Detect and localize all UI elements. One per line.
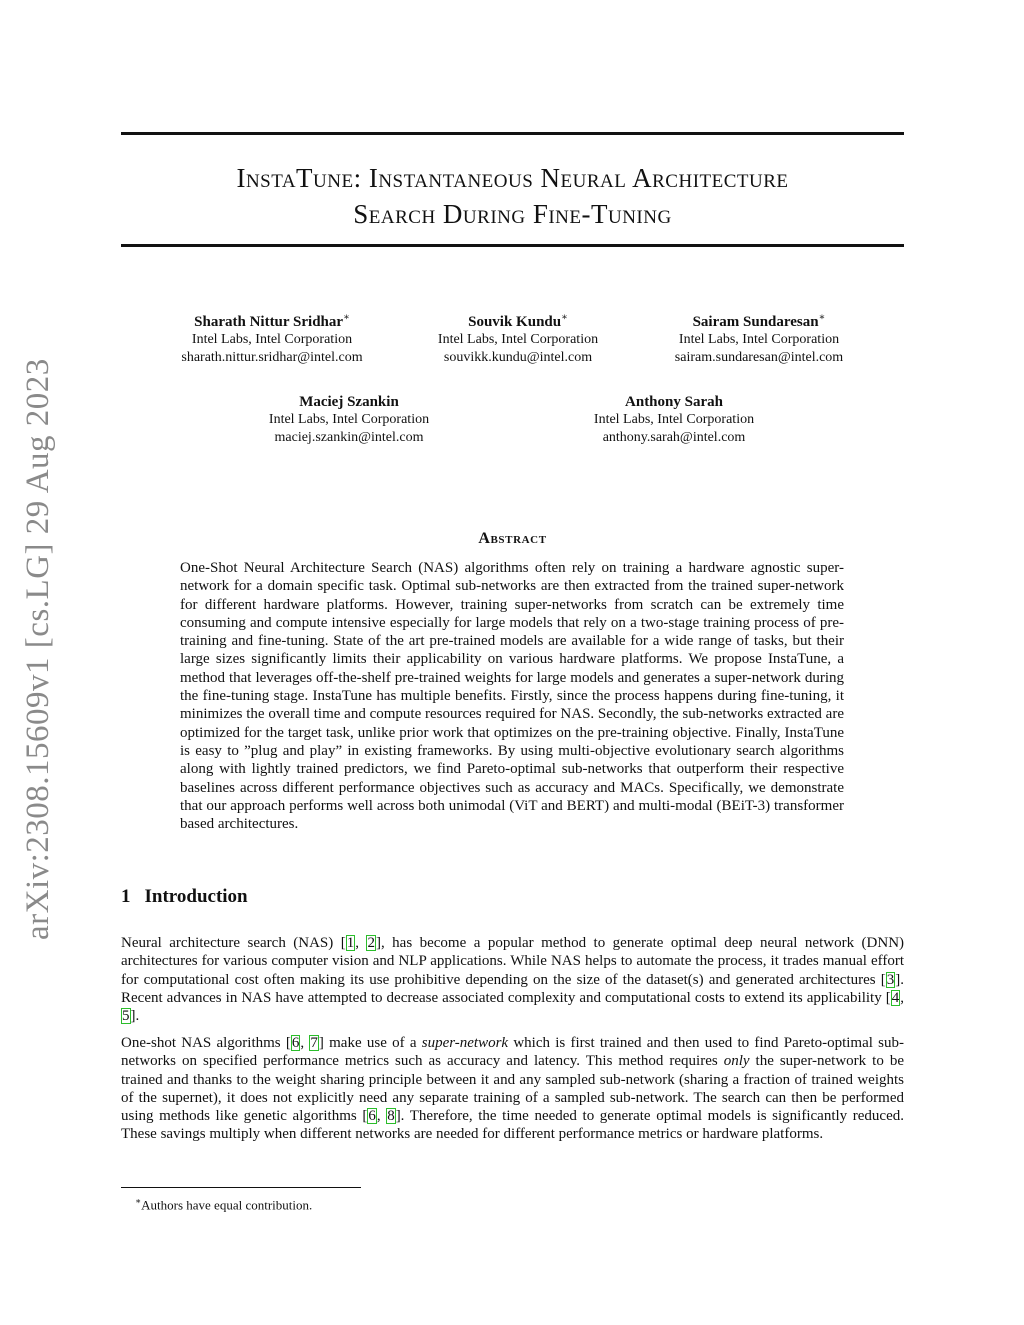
citation-link[interactable]: 8 — [387, 1108, 395, 1125]
author-block — [629, 309, 889, 367]
citation-link[interactable]: 3 — [886, 971, 895, 988]
section-number: 1 — [121, 886, 131, 907]
author-name: Anthony Sarah — [625, 394, 723, 410]
citation-link[interactable]: 7 — [310, 1035, 318, 1051]
text-run: ], has become a popular method to generate optimal deep neural network (DNN) architectures for various computer vision and NLP applications. While NAS helps to automate the process, it trades manual effort for computational cost often making its use prohibitive depending on the size of the dataset(s) and generated architectures [ — [121, 935, 905, 988]
abstract-text: One-Shot Neural Architecture Search (NAS) algorithms often rely on training a hardware agnostic super-network for a domain specific task. Optimal sub-networks are then extracted from the trained super-network for different hardware platforms. However, training super-networks from scratch can be extremely time consuming and compute intensive especially for large models that rely on a two-stage training process of pre-training and fine-tuning. State of the art pre-trained models are available for a wide range of tasks, but their large sizes significantly limits their applicability on various hardware platforms. We propose InstaTune, a method that leverages off-the-shelf pre-trained weights for large models and generates a super-network during the fine-tuning stage. InstaTune has multiple benefits. Firstly, since the process happens during fine-tuning, it minimizes the overall time and compute resources required for NAS. Secondly, the sub-networks extracted are optimized for the target task, unlike prior work that optimizes on the pre-training objective. Finally, InstaTune is easy to ”plug and play” in existing frameworks. By using multi-objective evolutionary search algorithms along with lightly trained predictors, we find Pareto-optimal sub-networks that outperform their respective baselines across different performance objectives such as accuracy and MACs. Specifically, we demonstrate that our approach performs well across both unimodal (ViT and BERT) and multi-modal (BEiT-3) transformer based architectures. — [180, 560, 844, 833]
text-run: , — [376, 1108, 387, 1125]
citation-link[interactable]: 4 — [891, 989, 900, 1006]
title-rule-bottom — [121, 244, 904, 247]
text-run: , — [355, 935, 367, 951]
footnote — [135, 1193, 312, 1213]
author-email: anthony.sarah@intel.com — [602, 430, 746, 445]
footnote-text: Authors have equal contribution. — [141, 1197, 313, 1213]
author-name: Sharath Nittur Sridhar — [194, 314, 344, 330]
equal-contribution-mark: ∗ — [561, 312, 568, 323]
citation-link[interactable]: 1 — [346, 935, 355, 951]
author-affiliation: Intel Labs, Intel Corporation — [268, 412, 430, 427]
footnote-rule — [121, 1187, 361, 1188]
abstract-heading: Abstract — [478, 530, 547, 547]
text-run: , — [900, 989, 904, 1006]
text-run: ] make use of a — [318, 1035, 422, 1051]
citation-link[interactable]: 2 — [367, 935, 375, 951]
text-run: One-shot NAS algorithms [ — [121, 1035, 291, 1051]
author-block — [219, 393, 479, 447]
author-email: souvikk.kundu@intel.com — [443, 350, 593, 365]
author-email: sairam.sundaresan@intel.com — [674, 350, 844, 365]
author-block — [142, 309, 402, 367]
citation-link[interactable]: 6 — [291, 1035, 300, 1051]
intro-paragraph-2 — [121, 1034, 904, 1144]
author-name: Souvik Kundu — [468, 314, 562, 330]
text-run: ]. Therefore, the time needed to generate optimal models is significantly reduced. These savings multiply when different networks are needed for different performance metrics or hardware platforms. — [121, 1108, 904, 1143]
section-heading — [121, 886, 248, 908]
author-affiliation: Intel Labs, Intel Corporation — [593, 412, 755, 427]
author-affiliation: Intel Labs, Intel Corporation — [191, 332, 353, 347]
text-run: , — [300, 1035, 310, 1051]
title-line-1: InstaTune: Instantaneous Neural Architecture — [236, 163, 789, 193]
title-line-2: Search During Fine-Tuning — [353, 199, 672, 229]
author-name: Maciej Szankin — [299, 394, 399, 410]
citation-link[interactable]: 6 — [368, 1108, 376, 1125]
text-run: the super-network to be trained and thanks to the weight sharing principle between it and any sampled sub-network (sharing a fraction of trained weights of the supernet), it does not explicitly need any separate training of a sampled sub-network. The search can then be performed using methods like genetic algorithms [ — [121, 1053, 904, 1125]
text-run: Neural architecture search (NAS) [ — [121, 935, 346, 951]
arxiv-identifier: arXiv:2308.15609v1 [cs.LG] 29 Aug 2023 — [20, 358, 56, 940]
section-title: Introduction — [144, 886, 248, 907]
footnote-mark: ∗ — [135, 1196, 142, 1206]
equal-contribution-mark: ∗ — [343, 312, 350, 323]
title-rule-top — [121, 132, 904, 135]
equal-contribution-mark: ∗ — [818, 312, 826, 323]
emphasis: super-network — [421, 1035, 509, 1051]
author-block — [544, 393, 804, 447]
text-run: which is first trained and then used to find Pareto-optimal sub-networks on specified performance metrics such as accuracy and latency. This method requires — [121, 1035, 905, 1070]
text-run: ]. — [130, 1008, 140, 1025]
author-affiliation: Intel Labs, Intel Corporation — [678, 332, 840, 347]
emphasis: only — [723, 1053, 750, 1070]
author-email: maciej.szankin@intel.com — [274, 430, 424, 445]
author-affiliation: Intel Labs, Intel Corporation — [437, 332, 599, 347]
text-run: ]. Recent advances in NAS have attempted to decrease associated complexity and computational costs to extend its applicability [ — [121, 971, 904, 1006]
author-block — [388, 309, 648, 367]
paper-title — [121, 160, 904, 232]
author-name: Sairam Sundaresan — [692, 314, 819, 330]
intro-paragraph-1 — [121, 934, 904, 1025]
citation-link[interactable]: 5 — [122, 1008, 130, 1025]
author-email: sharath.nittur.sridhar@intel.com — [181, 350, 363, 365]
